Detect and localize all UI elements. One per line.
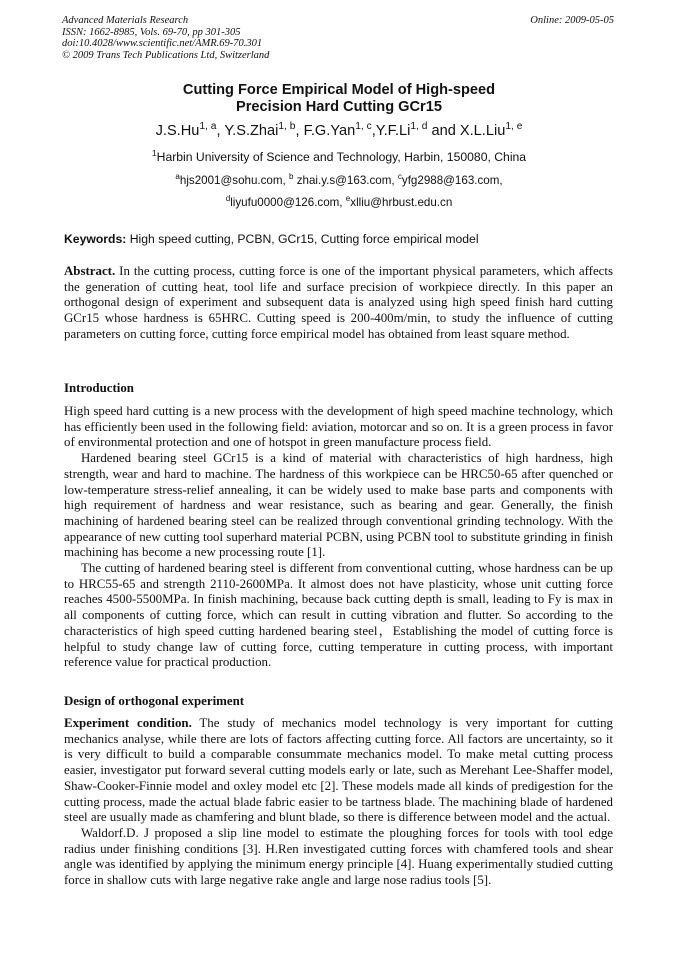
email-link[interactable]: xlliu@hrbust.edu.cn [350, 196, 453, 209]
title-line-1: Cutting Force Empirical Model of High-speed [182, 82, 496, 98]
experiment-condition-label: Experiment condition. [64, 716, 192, 730]
abstract-label: Abstract. [64, 264, 116, 278]
journal-name: Advanced Materials Research [62, 15, 189, 26]
author: F.G.Yan$^{1, c}$, [303, 121, 376, 139]
design-body [64, 716, 613, 889]
email-link[interactable]: yfg2988@163.com, [401, 174, 503, 187]
author: X.L.Liu$^{1, e}$ [459, 121, 523, 139]
introduction-body [64, 404, 613, 671]
journal-doi: doi:10.4028/www.scientific.net/AMR.69-70.301 [62, 38, 263, 49]
journal-header [62, 15, 269, 61]
journal-issn: ISSN: 1662-8985, Vols. 69-70, pp 301-305 [62, 26, 241, 38]
email-line-1: $^a$hjs2001@sohu.com, $^b$ zhai.y.s@163.com, $^c$yfg2988@163.com, [175, 172, 503, 187]
online-date: Online: 2009-05-05 [530, 15, 614, 26]
paragraph: The cutting of hardened bearing steel is different from conventional cutting, whose hardness can be up to HRC55-65 and strength 2110-2600MPa. It almost does not have plasticity, whose unit cutting force reaches 4500-5500MPa. In finish machining, because back cutting depth is small, leading to Fy is max in all components of cutting force, which can result in cutting vibration and flutter. So according to the characteristics of high speed cutting hardened bearing steel，Establishing the model of cutting force is helpful to study change law of cutting force, cutting temperature in cutting process, with important reference value for practical production. [64, 561, 613, 670]
keywords [64, 232, 479, 246]
abstract-text: In the cutting process, cutting force is one of the important physical parameters, which affects the generation of cutting heat, tool life and surface precision of workpiece directly. In this paper an orthogonal design of experiment and subsequent data is analyzed using high speed finish hard cutting GCr15 whose hardness is 65HRC. Cutting speed is 200-400m/min, to study the influence of cutting parameters on cutting force, cutting force empirical model has obtained from least square method. [64, 264, 613, 341]
affiliation: $^1$Harbin University of Science and Technology, Harbin, 150080, China [151, 147, 527, 164]
journal-copyright: © 2009 Trans Tech Publications Ltd, Switzerland [62, 49, 270, 61]
keywords-text: High speed cutting, PCBN, GCr15, Cutting force empirical model [126, 232, 479, 246]
email-line-2: $^d$liyufu0000@126.com, $^e$xlliu@hrbust.edu.cn [225, 194, 453, 209]
paragraph: High speed hard cutting is a new process with the development of high speed machine technology, which has efficiently been used in the following field: aviation, motorcar and so on. It is a green process in favor of environmental protection and one of hotspot in green manufacture process field. [64, 404, 613, 450]
section-heading-design: Design of orthogonal experiment [64, 694, 245, 708]
author: Y.F.Li$^{1, d}$ and [375, 121, 460, 139]
email-link[interactable]: hjs2001@sohu.com, [179, 174, 289, 187]
keywords-label: Keywords: [64, 232, 127, 246]
section-heading-introduction: Introduction [64, 381, 134, 395]
paragraph: Waldorf.D. J proposed a slip line model to estimate the ploughing forces for tools with tool edge radius under finishing conditions [3]. H.Ren investigated cutting forces with chamfered tools and shear angle was identified by applying the minimum energy principle [4]. Huang experimentally studied cutting force in shallow cuts with large negative rake angle and large nose radius tools [5]. [64, 825, 613, 888]
author: J.S.Hu$^{1, a}$, [155, 121, 225, 139]
paragraph: Hardened bearing steel GCr15 is a kind of material with characteristics of high hardness, high strength, wear and hard to machine. The hardness of this workpiece can be HRC50-65 after quenched or low-temperature stress-relief annealing, it can be widely used to make base parts and components with high requirement of hardness and wear resistance, such as bearing and gear. Generally, the finish machining of hardened bearing steel can be realized through conventional grinding technology. With the appearance of new cutting tool superhard material PCBN, using PCBN tool to substitute grinding in finish machining has become a new processing route [1]. [64, 451, 613, 560]
author-list [0, 123, 678, 139]
abstract [64, 264, 613, 343]
email-link[interactable]: liyufu0000@126.com, [230, 196, 346, 209]
title-line-2: Precision Hard Cutting GCr15 [236, 99, 442, 115]
paper-title [0, 82, 678, 116]
email-link[interactable]: zhai.y.s@163.com, [293, 174, 398, 187]
paragraph: Experiment condition. The study of mechanics model technology is very important for cutting mechanics analyse, while there are lots of factors affecting cutting force. All factors are uncertainty, so it is very difficult to build a comparable consummate mechanics model. To make metal cutting process easier, investigator put forward several cutting models early or late, such as Merehant Lee-Shaffer model, Shaw-Cooker-Finnie model and oxley model etc [2]. These models made all kinds of predigestion for the cutting process, made the actual blade fabric easier to be tartness blade. The machining blade of hardened steel are usually made as chamfering and blunt blade, so there is difference between model and the actual. [64, 716, 613, 825]
author: Y.S.Zhai$^{1, b}$, [224, 121, 304, 139]
